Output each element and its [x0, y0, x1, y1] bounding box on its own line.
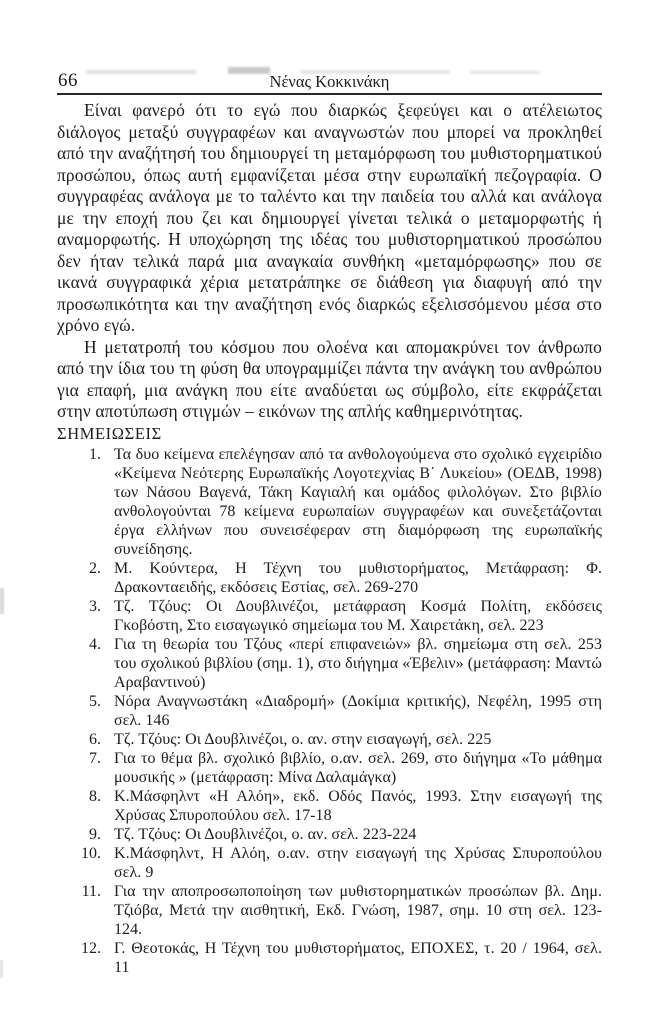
notes-heading: ΣΗΜΕΙΩΣΕΙΣ — [57, 423, 162, 443]
note-text: Τζ. Τζόυς: Οι Δουβλινέζοι, μετάφραση Κοσμά Πολίτη, εκδόσεις Γκοβόστη, Στο εισαγωγικό σημείωμα του Μ. Χαιρετάκη, σελ. 223 — [114, 597, 602, 634]
note-number: 12. — [81, 939, 101, 957]
note-number: 11. — [81, 882, 101, 900]
note-number: 10. — [81, 844, 101, 862]
paragraph: Είναι φανερό ότι το εγώ που διαρκώς ξεφεύγει και ο ατέλειωτος διάλογος μεταξύ συγγραφέων και αναγνωστών που μπορεί να προκληθεί από την αναζήτησή του δημιουργεί τη μεταμόρφωση του μυθιστορηματικού προσώπου, όπως αυτή εμφανίζεται μέσα στην ευρωπαϊκή πεζογραφία. Ο συγγραφέας ανάλογα με το ταλέντο και την παιδεία του αλλά και ανάλογα με την εποχή που ζει και δημιουργεί γίνεται τελικά ο μεταμορφωτής ή αναμορφωτής. Η υποχώρηση της ιδέας του μυθιστορηματικού προσώπου δεν ήταν τελικά παρά μια αναγκαία συνθήκη «μεταμόρφωσης» που σε ικανά συγγραφικά χέρια μετατράπηκε σε διάθεση για διαφυγή από την προσωπικότητα και την αναζήτηση ενός διαρκώς εξελισσόμενου μέσα στο χρόνο εγώ. — [57, 100, 602, 335]
note-text: Για τη θεωρία του Τζόυς «περί επιφανειών» βλ. σημείωμα στη σελ. 253 του σχολικού βιβλίου (σημ. 1), στο διήγημα «Έβελιν» (μετάφραση: Μαντώ Αραβαντινού) — [114, 635, 602, 691]
page-header — [57, 72, 602, 95]
note-item — [57, 844, 602, 882]
note-number: 4. — [89, 635, 101, 653]
note-item — [57, 825, 602, 844]
note-item — [57, 692, 602, 730]
body-text — [57, 100, 602, 423]
note-text: Νόρα Αναγνωστάκη «Διαδρομή» (Δοκίμια κριτικής), Νεφέλη, 1995 στη σελ. 146 — [114, 692, 602, 729]
note-number: 3. — [89, 597, 101, 615]
note-text: Μ. Κούντερα, Η Τέχνη του μυθιστορήματος, Μετάφραση: Φ. Δρακονταειδής, εκδόσεις Εστίας, σελ. 269-270 — [114, 559, 602, 596]
note-text: Για το θέμα βλ. σχολικό βιβλίο, ο.αν. σελ. 269, στο διήγημα «Το μάθημα μουσικής » (μετάφραση: Μίνα Δαλαμάγκα) — [114, 749, 602, 786]
page-number: 66 — [58, 70, 78, 91]
note-item — [57, 559, 602, 597]
notes-section — [57, 424, 602, 977]
paragraph: Η μετατροπή του κόσμου που ολοένα και απομακρύνει τον άνθρωπο από την ίδια του τη φύση θα υπογραμμίζει πάντα την ανάγκη του ανθρώπου για επαφή, μια ανάγκη που είτε αναδύεται ως σύμβολο, είτε εκφράζεται στην αποτύπωση στιγμών – εικόνων της απλής καθημερινότητας. — [57, 336, 602, 421]
note-item — [57, 635, 602, 692]
note-number: 1. — [89, 445, 101, 463]
running-head-author: Νένας Κοκκινάκη — [269, 72, 390, 91]
note-text: Τα δυο κείμενα επελέγησαν από τα ανθολογούμενα στο σχολικό εγχειρίδιο «Κείμενα Νεότερης Ευρωπαϊκής Λογοτεχνίας Β΄ Λυκείου» (ΟΕΔΒ, 1998) των Νάσου Βαγενά, Τάκη Καγιαλή και ομάδος φιλολόγων. Στο βιβλίο ανθολογούνται 78 κείμενα ευρωπαίων συγγραφέων και συνεξετάζονται έργα ελλήνων που συνεισέφεραν στη διαμόρφωση της ευρωπαϊκής συνείδησης. — [114, 445, 602, 558]
note-text: Για την αποπροσωποποίηση των μυθιστορηματικών προσώπων βλ. Δημ. Τζιόβα, Μετά την αισθητική, Εκδ. Γνώση, 1987, σημ. 10 στη σελ. 123-124. — [114, 882, 602, 938]
note-text: Τζ. Τζόυς: Οι Δουβλινέζοι, ο. αν. στην εισαγωγή, σελ. 225 — [114, 730, 492, 748]
note-text: Τζ. Τζόυς: Οι Δουβλινέζοι, ο. αν. σελ. 223-224 — [114, 825, 417, 843]
note-item — [57, 749, 602, 787]
note-number: 6. — [89, 730, 101, 748]
notes-list — [57, 445, 602, 977]
note-number: 2. — [89, 559, 101, 577]
note-text: Γ. Θεοτοκάς, Η Τέχνη του μυθιστορήματος, ΕΠΟΧΕΣ, τ. 20 / 1964, σελ. 11 — [114, 939, 602, 976]
note-item — [57, 882, 602, 939]
note-number: 8. — [89, 787, 101, 805]
note-item — [57, 445, 602, 559]
page-content — [57, 72, 602, 977]
note-item — [57, 597, 602, 635]
note-number: 9. — [89, 825, 101, 843]
note-item — [57, 939, 602, 977]
scan-artifact — [0, 960, 3, 978]
note-text: Κ.Μάσφηλντ «Η Αλόη», εκδ. Οδός Πανός, 1993. Στην εισαγωγή της Χρύσας Σπυροπούλου σελ. 17-18 — [114, 787, 602, 824]
note-number: 5. — [89, 692, 101, 710]
note-item — [57, 787, 602, 825]
note-number: 7. — [89, 749, 101, 767]
note-item — [57, 730, 602, 749]
scan-artifact — [0, 588, 4, 614]
note-text: Κ.Μάσφηλντ, Η Αλόη, ο.αν. στην εισαγωγή της Χρύσας Σπυροπούλου σελ. 9 — [114, 844, 602, 881]
